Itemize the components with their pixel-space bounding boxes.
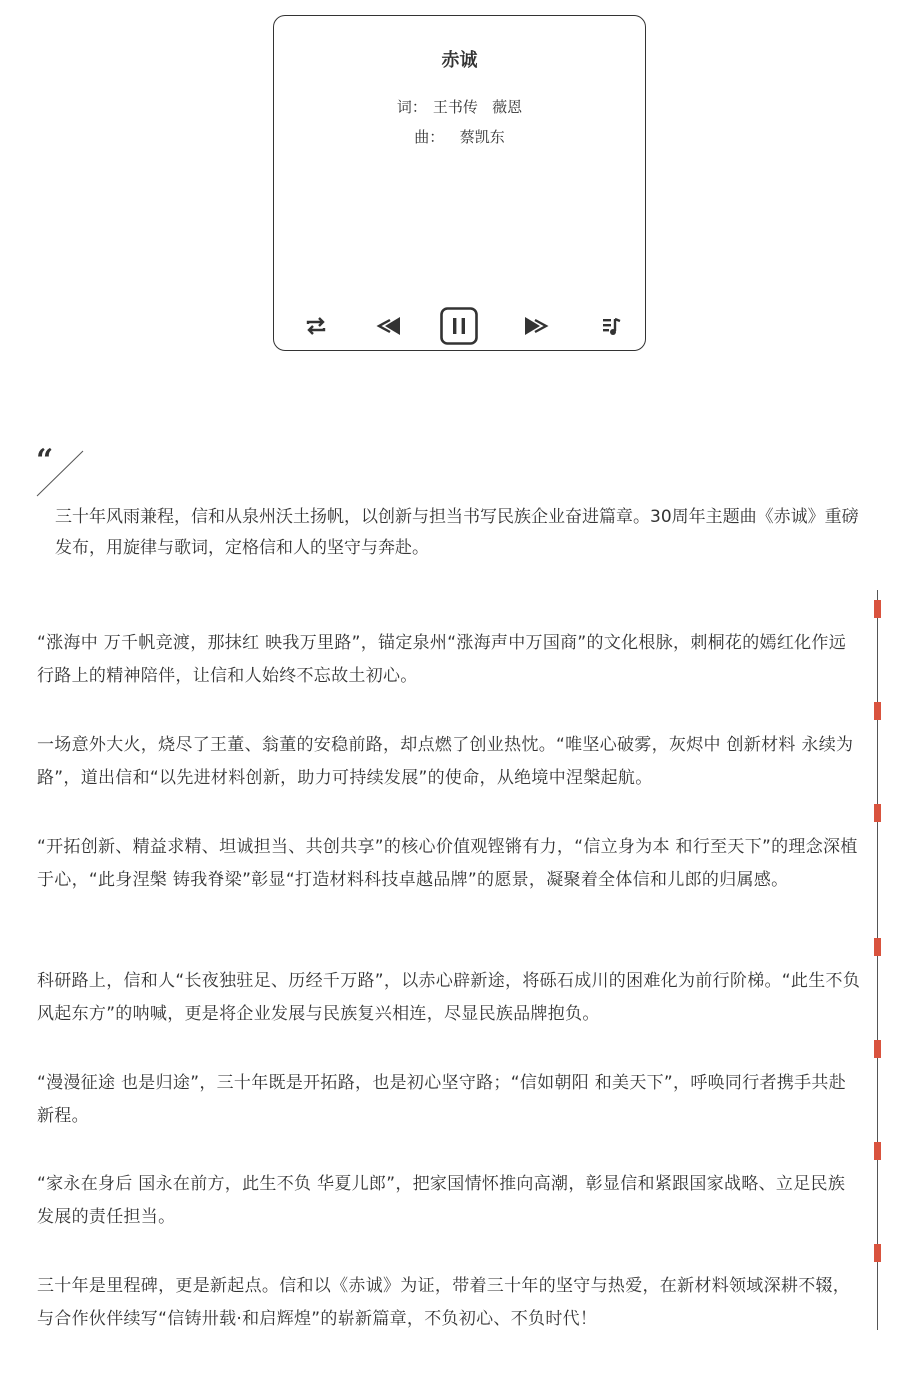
quote-divider [36,450,86,498]
quote-mark: “ [36,443,54,478]
paragraph: 科研路上，信和人“长夜独驻足、历经千万路”，以赤心辟新途，将砾石成川的困难化为前行阶梯。“此生不负 风起东方”的呐喊，更是将企业发展与民族复兴相连，尽显民族品牌抱负。 [37,971,861,1024]
composer-label: 曲： [414,128,445,146]
playlist-icon [600,316,622,336]
lyricist-names: 王书传 薇恩 [432,98,523,116]
timeline-marker [874,938,881,956]
paragraph: 一场意外大火，烧尽了王董、翁董的安稳前路，却点燃了创业热忱。“唯坚心破雾，灰烬中 创新材料 永续为路”，道出信和“以先进材料创新，助力可持续发展”的使命，从绝境中涅槃起航。 [37,735,854,788]
composer-name: 蔡凯东 [459,128,505,146]
song-title: 赤诚 [441,50,478,71]
lyricist-label: 词： [396,98,427,116]
timeline-marker [874,1244,881,1262]
player-controls [274,306,645,346]
timeline-line [877,590,878,1330]
next-button[interactable] [516,306,556,346]
pause-icon [440,307,478,345]
previous-icon [376,315,402,337]
repeat-button[interactable] [296,306,336,346]
composer-line [274,126,645,147]
paragraph: “涨海中 万千帆竞渡，那抹红 映我万里路”，锚定泉州“涨海声中万国商”的文化根脉，刺桐花的嫣红化作远行路上的精神陪伴，让信和人始终不忘故土初心。 [37,633,847,686]
repeat-icon [305,316,327,336]
pause-button[interactable] [439,306,479,346]
paragraph: “漫漫征途 也是归途”，三十年既是开拓路，也是初心坚守路；“信如朝阳 和美天下”，呼唤同行者携手共赴新程。 [37,1073,847,1126]
previous-button[interactable] [369,306,409,346]
timeline-marker [874,1040,881,1058]
timeline-marker [874,804,881,822]
paragraph: 三十年是里程碑，更是新起点。信和以《赤诚》为证，带着三十年的坚守与热爱，在新材料领域深耕不辍，与合作伙伴续写“信铸卅载·和启辉煌”的崭新篇章，不负初心、不负时代！ [37,1276,851,1329]
intro-paragraph: 三十年风雨兼程，信和从泉州沃土扬帆，以创新与担当书写民族企业奋进篇章。30周年主题曲《赤诚》重磅发布，用旋律与歌词，定格信和人的坚守与奔赴。 [55,507,859,558]
next-icon [523,315,549,337]
playlist-button[interactable] [591,306,631,346]
timeline-marker [874,1142,881,1160]
timeline-marker [874,600,881,618]
music-player-card [273,15,646,351]
paragraph: “家永在身后 国永在前方，此生不负 华夏儿郎”，把家国情怀推向高潮，彰显信和紧跟国家战略、立足民族发展的责任担当。 [37,1174,846,1227]
lyricist-line [274,96,645,117]
paragraph: “开拓创新、精益求精、坦诚担当、共创共享”的核心价值观铿锵有力，“信立身为本 和行至天下”的理念深植于心，“此身涅槃 铸我脊梁”彰显“打造材料科技卓越品牌”的愿景，凝聚着全体信和儿郎的归属感。 [37,837,858,890]
timeline-marker [874,702,881,720]
